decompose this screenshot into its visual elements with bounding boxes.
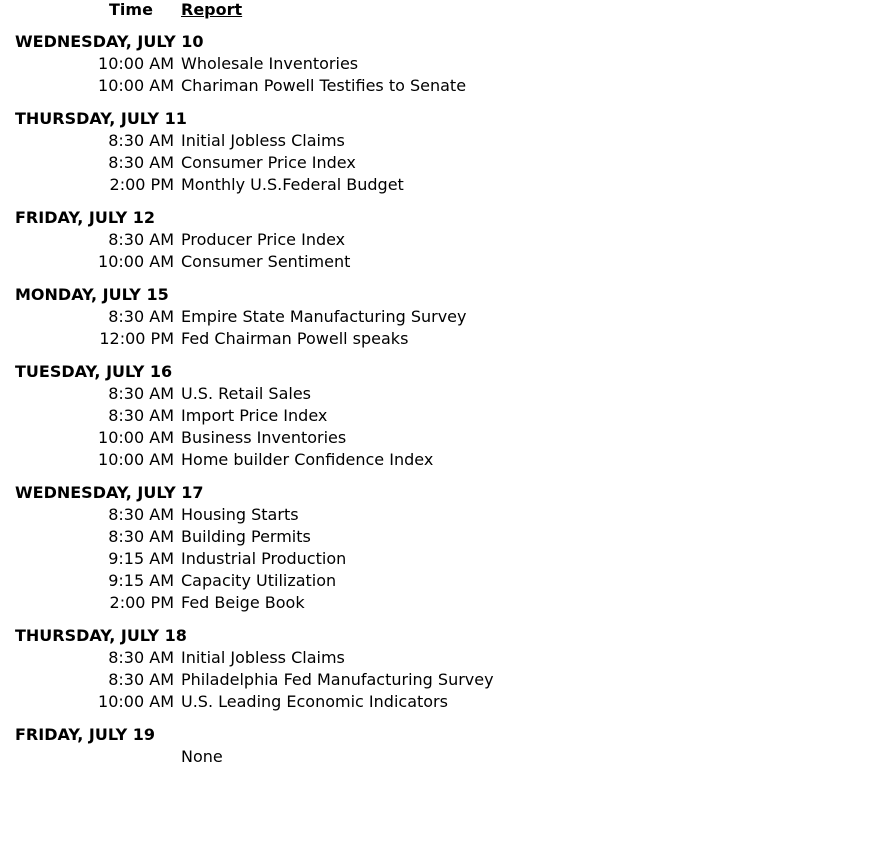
event-row: [15, 570, 892, 592]
event-time: 10:00 AM: [98, 428, 174, 447]
event-row: [15, 427, 892, 449]
event-row: [15, 746, 892, 768]
event-row: [15, 174, 892, 196]
event-row: [15, 592, 892, 614]
event-report: Consumer Price Index: [181, 153, 356, 172]
event-report: Consumer Sentiment: [181, 252, 351, 271]
report-column-header: Report: [181, 0, 243, 19]
day-title: THURSDAY, JULY 18: [15, 626, 187, 645]
day-title: TUESDAY, JULY 16: [15, 362, 173, 381]
day-title: FRIDAY, JULY 19: [15, 725, 155, 744]
event-time: 8:30 AM: [108, 384, 174, 403]
event-report: Housing Starts: [181, 505, 299, 524]
event-report: Philadelphia Fed Manufacturing Survey: [181, 670, 494, 689]
day-section: [15, 361, 892, 471]
event-time: 10:00 AM: [98, 692, 174, 711]
event-report: None: [181, 747, 223, 766]
day-title: WEDNESDAY, JULY 10: [15, 32, 204, 51]
event-time: 10:00 AM: [98, 54, 174, 73]
event-time: 8:30 AM: [108, 307, 174, 326]
day-section: [15, 31, 892, 97]
day-title: FRIDAY, JULY 12: [15, 208, 155, 227]
day-section: [15, 207, 892, 273]
event-row: [15, 526, 892, 548]
event-report: Producer Price Index: [181, 230, 346, 249]
event-time: 9:15 AM: [108, 571, 174, 590]
event-report: Initial Jobless Claims: [181, 648, 345, 667]
event-time: 10:00 AM: [98, 76, 174, 95]
event-time: 8:30 AM: [108, 153, 174, 172]
event-time: 2:00 PM: [109, 175, 174, 194]
day-section: [15, 284, 892, 350]
event-row: [15, 53, 892, 75]
event-report: Fed Chairman Powell speaks: [181, 329, 409, 348]
event-row: [15, 405, 892, 427]
day-title: WEDNESDAY, JULY 17: [15, 483, 204, 502]
event-row: [15, 383, 892, 405]
event-time: 8:30 AM: [108, 670, 174, 689]
event-report: Business Inventories: [181, 428, 347, 447]
event-report: Chariman Powell Testifies to Senate: [181, 76, 467, 95]
event-row: [15, 548, 892, 570]
day-section: [15, 482, 892, 614]
event-time: 9:15 AM: [108, 549, 174, 568]
event-report: Wholesale Inventories: [181, 54, 359, 73]
event-time: 8:30 AM: [108, 505, 174, 524]
event-row: [15, 691, 892, 713]
event-row: [15, 669, 892, 691]
event-time: 8:30 AM: [108, 230, 174, 249]
event-report: U.S. Leading Economic Indicators: [181, 692, 448, 711]
day-section: [15, 108, 892, 196]
day-section: [15, 625, 892, 713]
event-row: [15, 75, 892, 97]
day-section: [15, 724, 892, 768]
event-report: Initial Jobless Claims: [181, 131, 345, 150]
event-row: [15, 504, 892, 526]
event-row: [15, 130, 892, 152]
day-title: THURSDAY, JULY 11: [15, 109, 187, 128]
event-time: 8:30 AM: [108, 131, 174, 150]
event-report: Industrial Production: [181, 549, 347, 568]
column-header-row: [15, 0, 892, 22]
event-row: [15, 229, 892, 251]
event-time: 8:30 AM: [108, 527, 174, 546]
event-time: 8:30 AM: [108, 648, 174, 667]
event-report: Import Price Index: [181, 406, 328, 425]
event-row: [15, 647, 892, 669]
event-row: [15, 152, 892, 174]
day-title: MONDAY, JULY 15: [15, 285, 169, 304]
event-report: Building Permits: [181, 527, 311, 546]
event-time: 10:00 AM: [98, 252, 174, 271]
event-row: [15, 251, 892, 273]
event-report: Home builder Confidence Index: [181, 450, 434, 469]
event-time: 12:00 PM: [99, 329, 174, 348]
event-row: [15, 306, 892, 328]
event-time: 10:00 AM: [98, 450, 174, 469]
event-row: [15, 328, 892, 350]
event-time: 2:00 PM: [109, 593, 174, 612]
event-report: Capacity Utilization: [181, 571, 337, 590]
schedule-list: [15, 31, 892, 768]
event-report: Empire State Manufacturing Survey: [181, 307, 467, 326]
event-report: Fed Beige Book: [181, 593, 305, 612]
event-report: U.S. Retail Sales: [181, 384, 312, 403]
event-report: Monthly U.S.Federal Budget: [181, 175, 404, 194]
event-row: [15, 449, 892, 471]
time-column-header: Time: [109, 0, 153, 19]
event-time: 8:30 AM: [108, 406, 174, 425]
